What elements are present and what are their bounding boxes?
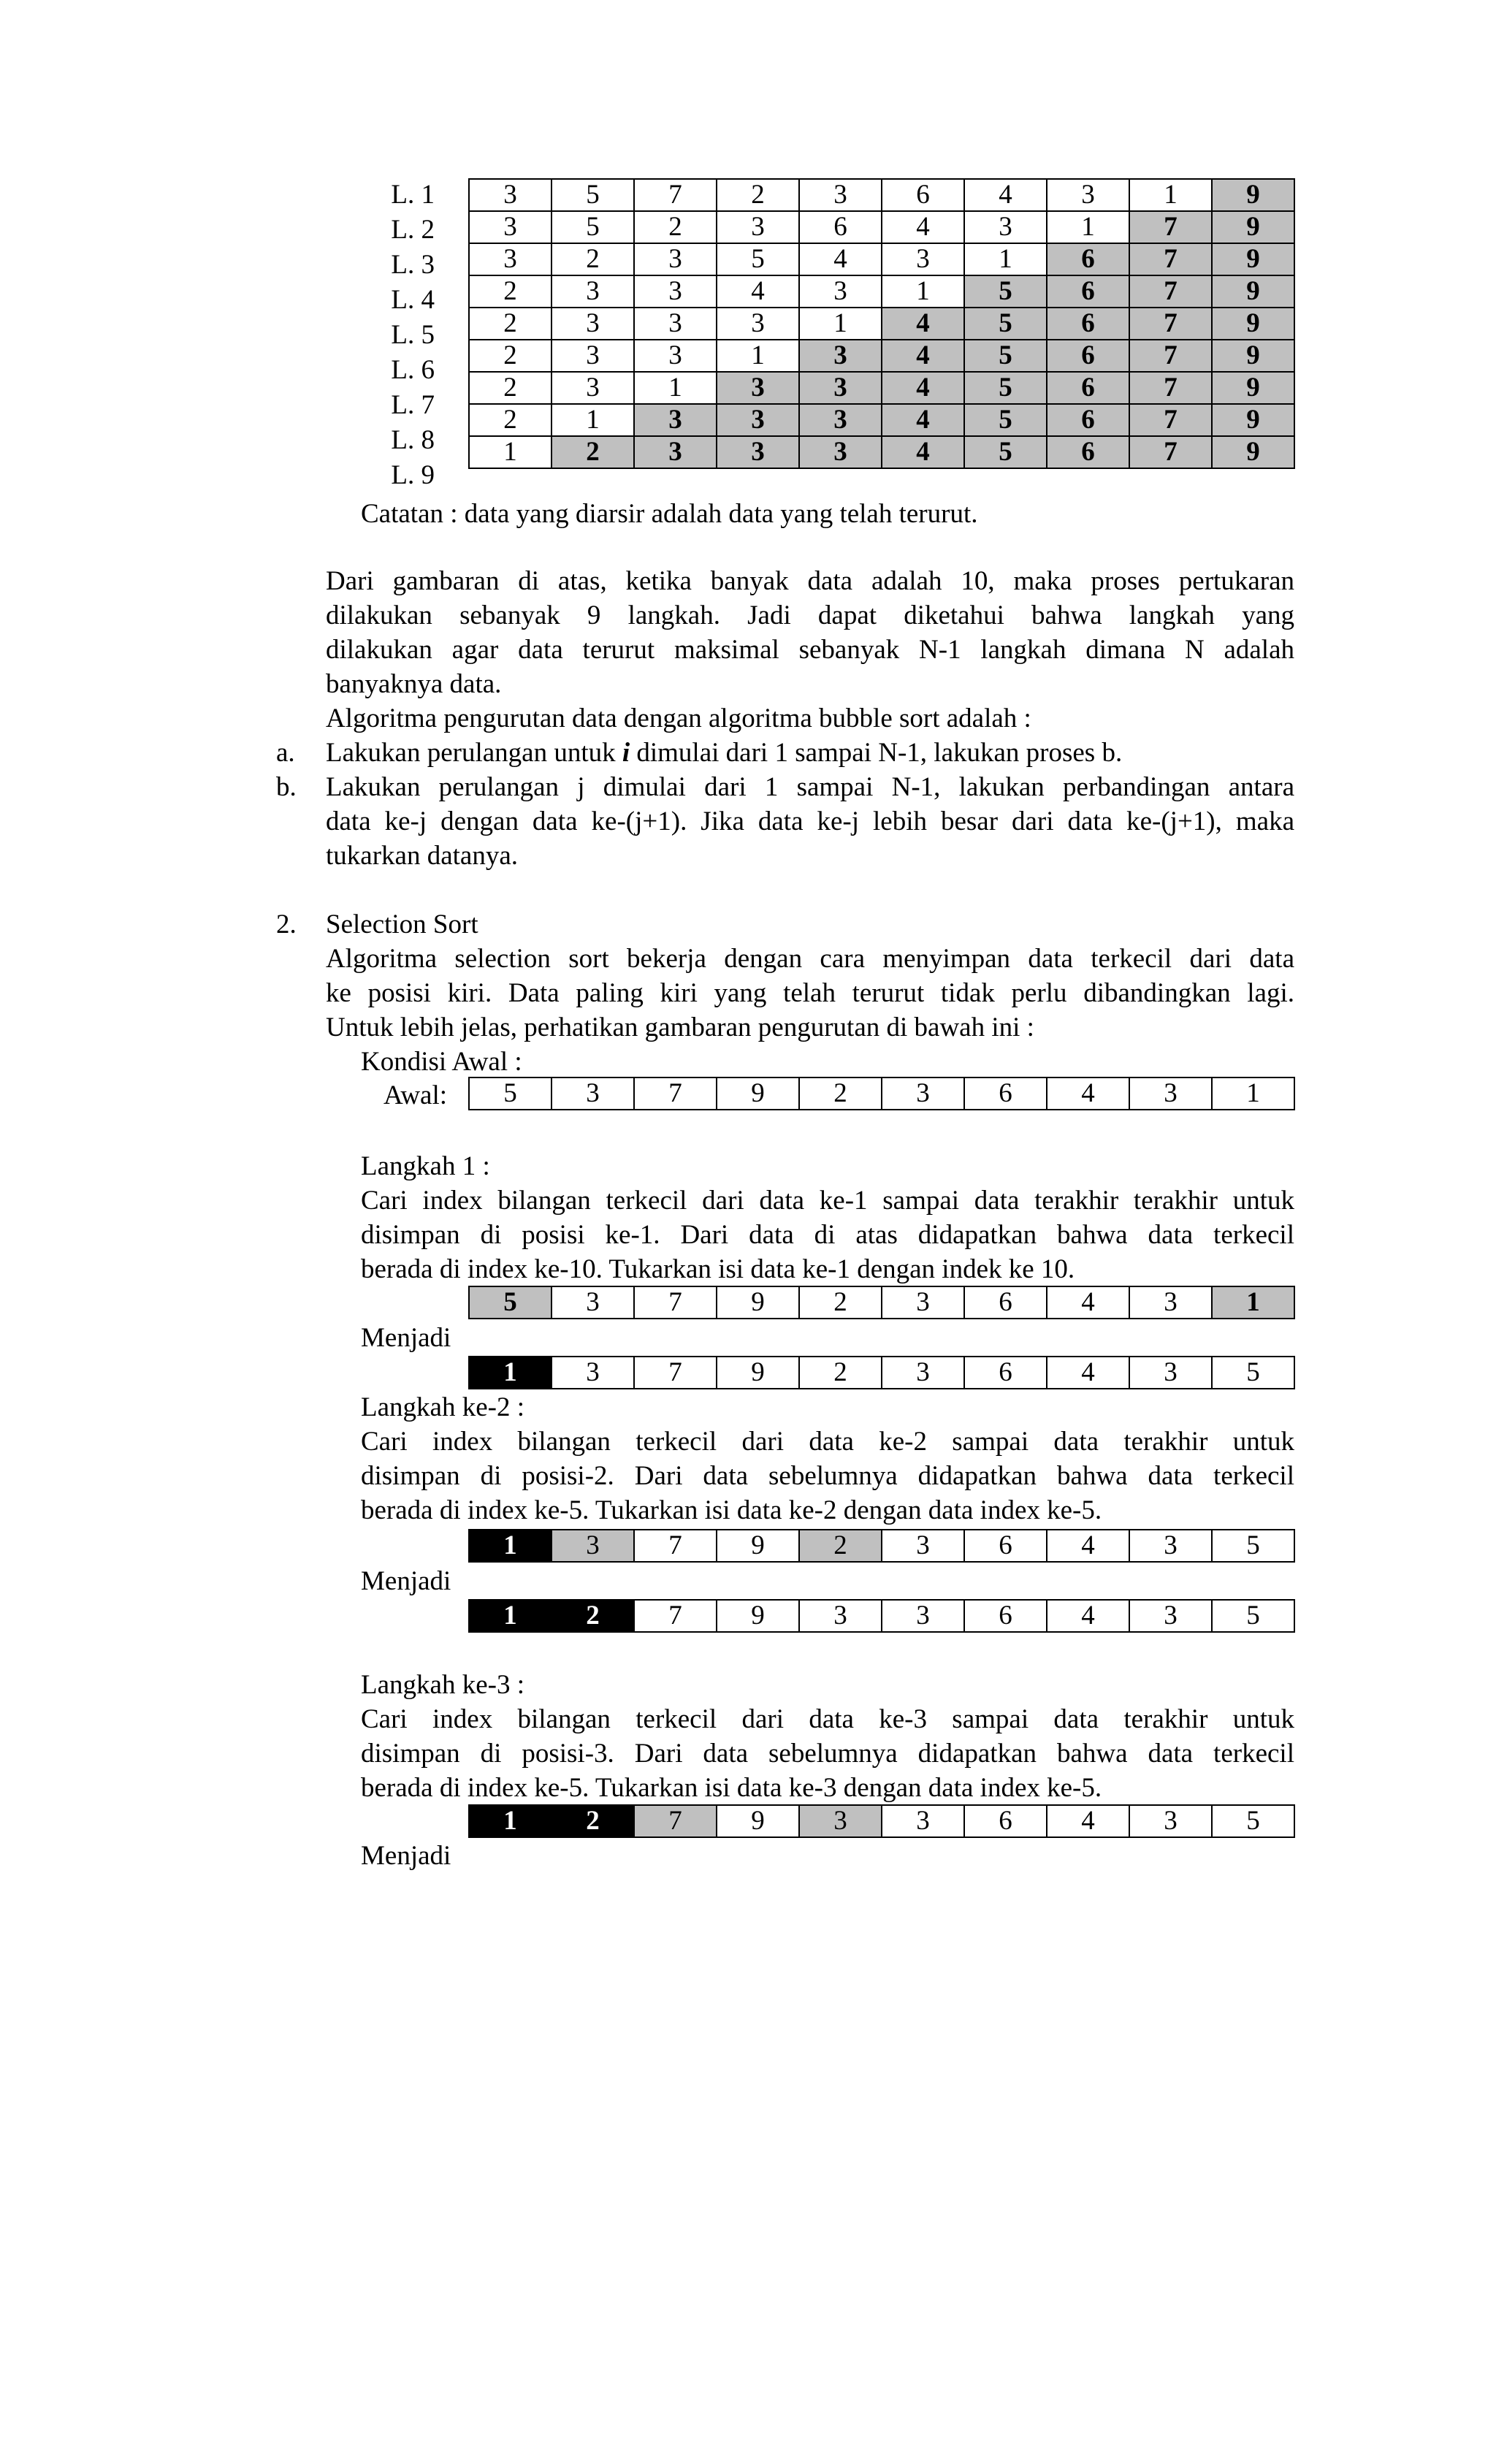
step1-text — [361, 1183, 1294, 1286]
initial-label: Awal: — [383, 1080, 448, 1110]
pass-cell: 3 — [799, 275, 882, 308]
pass-cell: 3 — [717, 372, 799, 404]
pass-cell: 3 — [469, 179, 552, 211]
pass-row — [469, 243, 1294, 275]
array-cell: 7 — [634, 1600, 717, 1632]
pass-row — [469, 436, 1294, 468]
step-b-line: tukarkan datanya. — [326, 841, 518, 871]
intro-line: Untuk lebih jelas, perhatikan gambaran pengurutan di bawah ini : — [326, 1012, 1034, 1042]
pass-cell: 5 — [964, 404, 1047, 436]
pass-cell: 5 — [552, 211, 634, 243]
pass-cell: 7 — [1129, 340, 1212, 372]
pass-cell: 1 — [717, 340, 799, 372]
step2-text — [361, 1424, 1294, 1527]
pass-cell: 7 — [1129, 372, 1212, 404]
pass-cell: 4 — [882, 340, 964, 372]
step1-before-table — [468, 1286, 1295, 1319]
pass-cell: 1 — [964, 243, 1047, 275]
pass-cell: 3 — [964, 211, 1047, 243]
pass-cell: 3 — [634, 404, 717, 436]
pass-cell: 2 — [552, 436, 634, 468]
section-title: Selection Sort — [326, 909, 478, 939]
array-cell: 5 — [1212, 1805, 1294, 1837]
array-cell: 6 — [964, 1530, 1047, 1562]
pass-cell: 3 — [469, 211, 552, 243]
step2-before-table — [468, 1529, 1295, 1563]
array-cell: 5 — [1212, 1530, 1294, 1562]
array-cell: 6 — [964, 1077, 1047, 1110]
pass-cell: 9 — [1212, 340, 1294, 372]
step3-line: Cari index bilangan terkecil dari data ke-3 sampai data terakhir untuk — [361, 1704, 1294, 1734]
initial-array-table — [468, 1077, 1295, 1110]
array-cell: 3 — [552, 1077, 634, 1110]
array-cell: 1 — [469, 1530, 552, 1562]
step3-line: berada di index ke-5. Tukarkan isi data ke-3 dengan data index ke-5. — [361, 1773, 1102, 1803]
step-b-line: Lakukan perulangan j dimulai dari 1 sampai N-1, lakukan perbandingan antara — [326, 772, 1294, 802]
array-cell: 3 — [799, 1805, 882, 1837]
array-cell: 9 — [717, 1357, 799, 1389]
intro-line: ke posisi kiri. Data paling kiri yang telah terurut tidak perlu dibandingkan lagi. — [326, 978, 1294, 1008]
pass-cell: 3 — [799, 179, 882, 211]
pass-cell: 6 — [882, 179, 964, 211]
array-cell: 3 — [1129, 1600, 1212, 1632]
pass-label: L. 8 — [391, 425, 435, 455]
pass-cell: 3 — [634, 340, 717, 372]
pass-cell: 2 — [469, 275, 552, 308]
array-row — [469, 1805, 1294, 1837]
pass-cell: 6 — [799, 211, 882, 243]
pass-cell: 3 — [717, 404, 799, 436]
step1-after-table — [468, 1356, 1295, 1389]
array-cell: 4 — [1047, 1357, 1129, 1389]
pass-cell: 6 — [1047, 340, 1129, 372]
array-cell: 1 — [469, 1600, 552, 1632]
array-cell: 6 — [964, 1286, 1047, 1319]
pass-label: L. 7 — [391, 390, 435, 420]
pass-cell: 2 — [469, 308, 552, 340]
array-cell: 5 — [469, 1286, 552, 1319]
pass-cell: 7 — [1129, 404, 1212, 436]
pass-cell: 3 — [552, 372, 634, 404]
paragraph-line: dilakukan agar data terurut maksimal sebanyak N-1 langkah dimana N adalah — [326, 635, 1294, 665]
pass-row — [469, 275, 1294, 308]
array-cell: 3 — [882, 1357, 964, 1389]
pass-row — [469, 404, 1294, 436]
pass-row — [469, 372, 1294, 404]
array-cell: 2 — [552, 1805, 634, 1837]
array-cell: 6 — [964, 1357, 1047, 1389]
pass-cell: 3 — [799, 340, 882, 372]
array-cell: 9 — [717, 1286, 799, 1319]
array-cell: 3 — [1129, 1357, 1212, 1389]
list-marker-a: a. — [276, 738, 295, 768]
pass-cell: 4 — [882, 404, 964, 436]
array-cell: 5 — [1212, 1600, 1294, 1632]
pass-cell: 6 — [1047, 404, 1129, 436]
array-cell: 2 — [799, 1286, 882, 1319]
array-cell: 1 — [1212, 1077, 1294, 1110]
step2-after-table — [468, 1599, 1295, 1633]
pass-cell: 7 — [1129, 275, 1212, 308]
array-row — [469, 1530, 1294, 1562]
pass-label: L. 5 — [391, 320, 435, 350]
array-cell: 9 — [717, 1600, 799, 1632]
array-row — [469, 1077, 1294, 1110]
pass-cell: 4 — [882, 211, 964, 243]
selection-intro — [326, 942, 1294, 1045]
pass-cell: 1 — [552, 404, 634, 436]
pass-cell: 5 — [964, 275, 1047, 308]
pass-cell: 7 — [1129, 243, 1212, 275]
step2-line: berada di index ke-5. Tukarkan isi data ke-2 dengan data index ke-5. — [361, 1495, 1102, 1525]
pass-cell: 7 — [1129, 308, 1212, 340]
pass-label: L. 4 — [391, 285, 435, 315]
array-row — [469, 1286, 1294, 1319]
pass-cell: 4 — [882, 308, 964, 340]
pass-cell: 1 — [1129, 179, 1212, 211]
step3-text — [361, 1702, 1294, 1805]
step2-line: Cari index bilangan terkecil dari data ke-2 sampai data terakhir untuk — [361, 1427, 1294, 1457]
bubble-sort-table — [468, 178, 1295, 469]
array-cell: 2 — [799, 1357, 882, 1389]
pass-cell: 6 — [1047, 308, 1129, 340]
pass-cell: 3 — [799, 436, 882, 468]
array-cell: 3 — [882, 1805, 964, 1837]
pass-cell: 3 — [1047, 179, 1129, 211]
array-cell: 1 — [1212, 1286, 1294, 1319]
menjadi-label: Menjadi — [361, 1323, 451, 1353]
pass-cell: 4 — [799, 243, 882, 275]
pass-cell: 4 — [882, 372, 964, 404]
array-cell: 3 — [882, 1530, 964, 1562]
array-cell: 6 — [964, 1600, 1047, 1632]
pass-cell: 3 — [882, 243, 964, 275]
array-cell: 5 — [1212, 1357, 1294, 1389]
array-cell: 2 — [799, 1077, 882, 1110]
step1-line: berada di index ke-10. Tukarkan isi data ke-1 dengan indek ke 10. — [361, 1254, 1075, 1284]
array-row — [469, 1357, 1294, 1389]
pass-cell: 9 — [1212, 404, 1294, 436]
array-cell: 2 — [552, 1600, 634, 1632]
pass-cell: 3 — [552, 340, 634, 372]
pass-cell: 5 — [964, 436, 1047, 468]
pass-cell: 5 — [552, 179, 634, 211]
pass-cell: 2 — [552, 243, 634, 275]
array-cell: 7 — [634, 1805, 717, 1837]
pass-cell: 6 — [1047, 372, 1129, 404]
menjadi-label: Menjadi — [361, 1566, 451, 1596]
algorithm-intro: Algoritma pengurutan data dengan algoritma bubble sort adalah : — [326, 703, 1031, 733]
pass-cell: 3 — [799, 404, 882, 436]
pass-cell: 3 — [469, 243, 552, 275]
pass-cell: 1 — [469, 436, 552, 468]
pass-label: L. 1 — [391, 180, 435, 210]
array-cell: 3 — [552, 1357, 634, 1389]
pass-cell: 2 — [469, 372, 552, 404]
pass-cell: 9 — [1212, 308, 1294, 340]
step-b-text — [326, 770, 1294, 873]
array-cell: 7 — [634, 1077, 717, 1110]
pass-cell: 5 — [964, 308, 1047, 340]
step1-line: disimpan di posisi ke-1. Dari data di atas didapatkan bahwa data terkecil — [361, 1220, 1294, 1250]
paragraph-line: dilakukan sebanyak 9 langkah. Jadi dapat diketahui bahwa langkah yang — [326, 600, 1294, 630]
array-cell: 3 — [1129, 1286, 1212, 1319]
step3-line: disimpan di posisi-3. Dari data sebelumnya didapatkan bahwa data terkecil — [361, 1739, 1294, 1769]
step-a-text — [326, 736, 1122, 770]
pass-cell: 6 — [1047, 243, 1129, 275]
pass-row — [469, 308, 1294, 340]
pass-cell: 1 — [799, 308, 882, 340]
pass-row — [469, 179, 1294, 211]
pass-cell: 9 — [1212, 179, 1294, 211]
array-cell: 9 — [717, 1530, 799, 1562]
step3-heading: Langkah ke-3 : — [361, 1670, 524, 1700]
pass-cell: 4 — [882, 436, 964, 468]
step-a-pre: Lakukan perulangan untuk — [326, 738, 622, 768]
pass-cell: 3 — [717, 436, 799, 468]
pass-cell: 3 — [717, 308, 799, 340]
array-cell: 4 — [1047, 1600, 1129, 1632]
pass-cell: 2 — [469, 404, 552, 436]
array-cell: 7 — [634, 1286, 717, 1319]
array-cell: 6 — [964, 1805, 1047, 1837]
pass-cell: 2 — [634, 211, 717, 243]
array-cell: 3 — [552, 1286, 634, 1319]
array-cell: 2 — [799, 1530, 882, 1562]
explanation-paragraph — [326, 564, 1294, 736]
pass-label: L. 6 — [391, 355, 435, 385]
array-cell: 7 — [634, 1357, 717, 1389]
pass-cell: 3 — [634, 436, 717, 468]
array-cell: 9 — [717, 1077, 799, 1110]
pass-cell: 3 — [799, 372, 882, 404]
array-cell: 3 — [1129, 1805, 1212, 1837]
paragraph-line: Dari gambaran di atas, ketika banyak data adalah 10, maka proses pertukaran — [326, 566, 1294, 596]
pass-cell: 5 — [964, 372, 1047, 404]
step3-before-table — [468, 1804, 1295, 1838]
initial-heading: Kondisi Awal : — [361, 1047, 522, 1077]
array-cell: 9 — [717, 1805, 799, 1837]
pass-cell: 3 — [552, 275, 634, 308]
array-cell: 3 — [799, 1600, 882, 1632]
array-cell: 4 — [1047, 1077, 1129, 1110]
step2-heading: Langkah ke-2 : — [361, 1392, 524, 1422]
array-row — [469, 1600, 1294, 1632]
array-cell: 3 — [1129, 1077, 1212, 1110]
array-cell: 1 — [469, 1805, 552, 1837]
pass-cell: 9 — [1212, 211, 1294, 243]
pass-cell: 9 — [1212, 275, 1294, 308]
array-cell: 4 — [1047, 1805, 1129, 1837]
pass-cell: 9 — [1212, 243, 1294, 275]
menjadi-label: Menjadi — [361, 1841, 451, 1871]
list-marker-b: b. — [276, 772, 297, 802]
array-cell: 3 — [882, 1286, 964, 1319]
pass-cell: 2 — [469, 340, 552, 372]
pass-cell: 7 — [634, 179, 717, 211]
pass-cell: 3 — [634, 275, 717, 308]
step-a-var: i — [622, 738, 630, 768]
pass-cell: 1 — [634, 372, 717, 404]
pass-cell: 9 — [1212, 436, 1294, 468]
pass-label: L. 2 — [391, 215, 435, 245]
array-cell: 1 — [469, 1357, 552, 1389]
pass-cell: 4 — [717, 275, 799, 308]
array-cell: 5 — [469, 1077, 552, 1110]
pass-cell: 1 — [882, 275, 964, 308]
pass-label: L. 9 — [391, 460, 435, 490]
step-b-line: data ke-j dengan data ke-(j+1). Jika data ke-j lebih besar dari data ke-(j+1), maka — [326, 806, 1294, 836]
pass-cell: 7 — [1129, 436, 1212, 468]
pass-cell: 3 — [634, 308, 717, 340]
pass-cell: 5 — [717, 243, 799, 275]
array-cell: 3 — [882, 1077, 964, 1110]
step1-line: Cari index bilangan terkecil dari data ke-1 sampai data terakhir terakhir untuk — [361, 1186, 1294, 1216]
step2-line: disimpan di posisi-2. Dari data sebelumnya didapatkan bahwa data terkecil — [361, 1461, 1294, 1491]
pass-cell: 1 — [1047, 211, 1129, 243]
array-cell: 7 — [634, 1530, 717, 1562]
pass-cell: 3 — [717, 211, 799, 243]
pass-cell: 7 — [1129, 211, 1212, 243]
bubble-note: Catatan : data yang diarsir adalah data yang telah terurut. — [361, 499, 978, 529]
pass-cell: 2 — [717, 179, 799, 211]
pass-cell: 3 — [552, 308, 634, 340]
array-cell: 4 — [1047, 1286, 1129, 1319]
pass-cell: 6 — [1047, 275, 1129, 308]
intro-line: Algoritma selection sort bekerja dengan cara menyimpan data terkecil dari data — [326, 944, 1294, 974]
array-cell: 4 — [1047, 1530, 1129, 1562]
array-cell: 3 — [552, 1530, 634, 1562]
pass-cell: 4 — [964, 179, 1047, 211]
section-number: 2. — [276, 909, 297, 939]
step1-heading: Langkah 1 : — [361, 1151, 490, 1181]
pass-cell: 3 — [634, 243, 717, 275]
array-cell: 3 — [882, 1600, 964, 1632]
step-a-post: dimulai dari 1 sampai N-1, lakukan proses b. — [630, 738, 1123, 768]
pass-cell: 9 — [1212, 372, 1294, 404]
pass-label: L. 3 — [391, 250, 435, 280]
pass-cell: 6 — [1047, 436, 1129, 468]
paragraph-line: banyaknya data. — [326, 669, 502, 699]
pass-row — [469, 211, 1294, 243]
pass-row — [469, 340, 1294, 372]
pass-cell: 5 — [964, 340, 1047, 372]
array-cell: 3 — [1129, 1530, 1212, 1562]
